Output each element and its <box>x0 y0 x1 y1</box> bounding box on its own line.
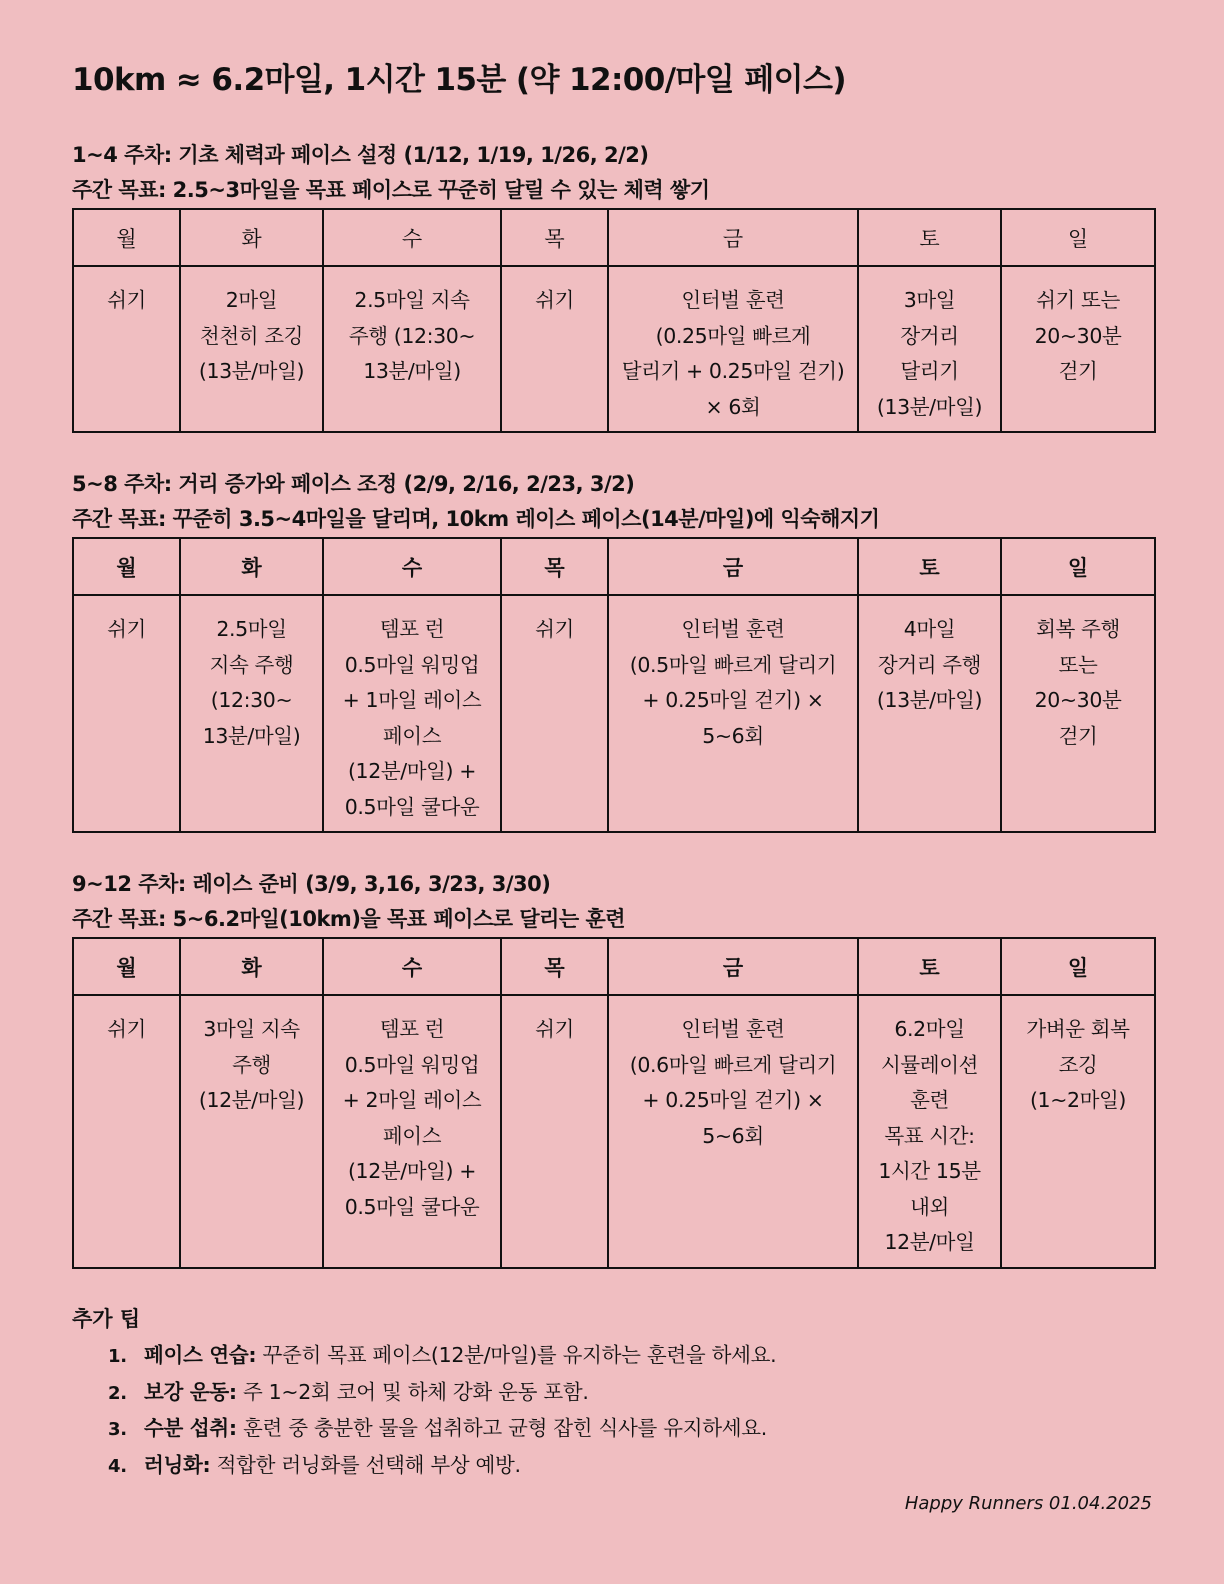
table-header-row <box>73 538 1155 595</box>
cell-thu: 쉬기 <box>501 266 608 432</box>
cell-mon: 쉬기 <box>73 266 180 432</box>
cell-sun: 가벼운 회복 조깅 (1~2마일) <box>1001 995 1155 1268</box>
schedule-table <box>72 537 1156 833</box>
cell-sat: 3마일 장거리 달리기 (13분/마일) <box>858 266 1001 432</box>
tips-title: 추가 팁 <box>72 1307 141 1331</box>
list-item <box>108 1338 1154 1375</box>
tip-text: 꾸준히 목표 페이스(12분/마일)를 유지하는 훈련을 하세요. <box>256 1343 777 1367</box>
table-header-row <box>73 209 1155 266</box>
day-header-sun: 일 <box>1001 938 1155 995</box>
cell-mon: 쉬기 <box>73 995 180 1268</box>
table-row <box>73 595 1155 832</box>
day-header-sat: 토 <box>858 209 1001 266</box>
table-row <box>73 266 1155 432</box>
section-weeks-5-8 <box>72 467 1154 833</box>
day-header-tue: 화 <box>180 538 323 595</box>
cell-wed: 템포 런 0.5마일 워밍업 + 1마일 레이스 페이스 (12분/마일) + 0.5마일 쿨다운 <box>323 595 501 832</box>
cell-sat: 6.2마일 시뮬레이션 훈련 목표 시간: 1시간 15분 내외 12분/마일 <box>858 995 1001 1268</box>
day-header-sat: 토 <box>858 938 1001 995</box>
list-item <box>108 1375 1154 1412</box>
tip-text: 훈련 중 충분한 물을 섭취하고 균형 잡힌 식사를 유지하세요. <box>236 1416 767 1440</box>
day-header-wed: 수 <box>323 209 501 266</box>
tips-section <box>72 1302 1154 1484</box>
day-header-sat: 토 <box>858 538 1001 595</box>
section-goal: 주간 목표: 꾸준히 3.5~4마일을 달리며, 10km 레이스 페이스(14분/마일)에 익숙해지기 <box>72 507 880 531</box>
day-header-wed: 수 <box>323 938 501 995</box>
cell-sun: 쉬기 또는 20~30분 걷기 <box>1001 266 1155 432</box>
day-header-thu: 목 <box>501 209 608 266</box>
tip-number: 4. <box>108 1455 127 1477</box>
section-heading: 9~12 주차: 레이스 준비 (3/9, 3,16, 3/23, 3/30) <box>72 872 551 896</box>
section-heading: 1~4 주차: 기초 체력과 페이스 설정 (1/12, 1/19, 1/26, 2/2) <box>72 143 649 167</box>
day-header-fri: 금 <box>608 538 858 595</box>
table-header-row <box>73 938 1155 995</box>
day-header-fri: 금 <box>608 209 858 266</box>
cell-tue: 3마일 지속 주행 (12분/마일) <box>180 995 323 1268</box>
day-header-mon: 월 <box>73 938 180 995</box>
cell-fri: 인터벌 훈련 (0.5마일 빠르게 달리기 + 0.25마일 걷기) × 5~6회 <box>608 595 858 832</box>
cell-fri: 인터벌 훈련 (0.6마일 빠르게 달리기 + 0.25마일 걷기) × 5~6회 <box>608 995 858 1268</box>
cell-tue: 2마일 천천히 조깅 (13분/마일) <box>180 266 323 432</box>
schedule-table <box>72 937 1156 1269</box>
tip-text: 주 1~2회 코어 및 하체 강화 운동 포함. <box>236 1379 589 1404</box>
tip-label: 보강 운동: <box>144 1379 237 1404</box>
day-header-tue: 화 <box>180 938 323 995</box>
tip-label: 러닝화: <box>144 1452 211 1477</box>
list-item <box>108 1448 1154 1485</box>
day-header-thu: 목 <box>501 538 608 595</box>
cell-thu: 쉬기 <box>501 595 608 832</box>
tip-label: 페이스 연습: <box>144 1343 257 1367</box>
schedule-table <box>72 208 1156 433</box>
tip-label: 수분 섭취: <box>144 1416 237 1440</box>
section-goal: 주간 목표: 5~6.2마일(10km)을 목표 페이스로 달리는 훈련 <box>72 907 626 931</box>
day-header-wed: 수 <box>323 538 501 595</box>
tip-number: 1. <box>108 1346 127 1367</box>
cell-wed: 2.5마일 지속 주행 (12:30~ 13분/마일) <box>323 266 501 432</box>
cell-mon: 쉬기 <box>73 595 180 832</box>
tip-number: 3. <box>108 1419 127 1440</box>
day-header-fri: 금 <box>608 938 858 995</box>
cell-sat: 4마일 장거리 주행 (13분/마일) <box>858 595 1001 832</box>
footer-signature: Happy Runners 01.04.2025 <box>904 1493 1152 1514</box>
page-title: 10km ≈ 6.2마일, 1시간 15분 (약 12:00/마일 페이스) <box>72 62 846 98</box>
day-header-tue: 화 <box>180 209 323 266</box>
list-item <box>108 1411 1154 1448</box>
cell-wed: 템포 런 0.5마일 워밍업 + 2마일 레이스 페이스 (12분/마일) + 0.5마일 쿨다운 <box>323 995 501 1268</box>
tip-number: 2. <box>108 1382 127 1404</box>
cell-sun: 회복 주행 또는 20~30분 걷기 <box>1001 595 1155 832</box>
cell-thu: 쉬기 <box>501 995 608 1268</box>
section-weeks-9-12 <box>72 867 1154 1269</box>
day-header-mon: 월 <box>73 209 180 266</box>
tips-list <box>72 1338 1154 1484</box>
table-row <box>73 995 1155 1268</box>
section-weeks-1-4 <box>72 138 1154 433</box>
cell-fri: 인터벌 훈련 (0.25마일 빠르게 달리기 + 0.25마일 걷기) × 6회 <box>608 266 858 432</box>
day-header-thu: 목 <box>501 938 608 995</box>
section-heading: 5~8 주차: 거리 증가와 페이스 조정 (2/9, 2/16, 2/23, 3/2) <box>72 472 635 496</box>
section-goal: 주간 목표: 2.5~3마일을 목표 페이스로 꾸준히 달릴 수 있는 체력 쌓기 <box>72 178 710 202</box>
cell-tue: 2.5마일 지속 주행 (12:30~ 13분/마일) <box>180 595 323 832</box>
day-header-mon: 월 <box>73 538 180 595</box>
day-header-sun: 일 <box>1001 538 1155 595</box>
tip-text: 적합한 러닝화를 선택해 부상 예방. <box>210 1452 521 1477</box>
day-header-sun: 일 <box>1001 209 1155 266</box>
